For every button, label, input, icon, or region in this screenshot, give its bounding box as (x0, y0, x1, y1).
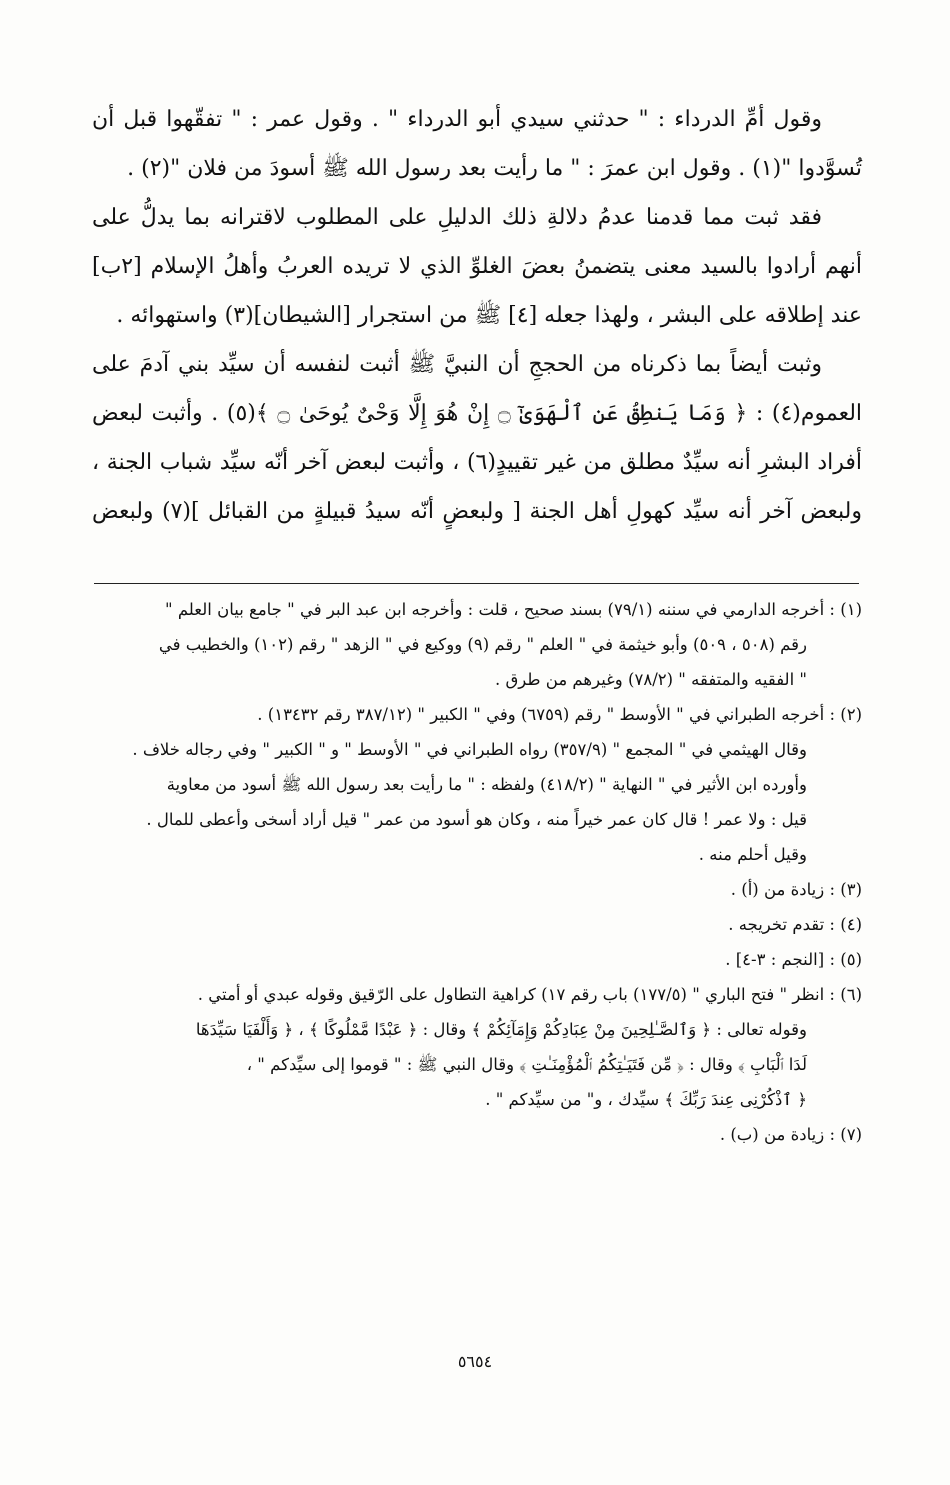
footnote-line: (٧) : زيادة من (ب) . (719, 1125, 862, 1144)
main-text (92, 95, 862, 536)
paragraph-2: فقد ثبت مما قدمنا عدمُ دلالةِ ذلك الدليلِ على المطلوب لاقترانه بما يدلُّ على أنهم أرادوا بالسيد معنى يتضمنُ بعضَ الغلوِّ الذي لا تريده العربُ وأهلُ الإسلام [٢ب] عند إطلاقه على البشر ، ولهذا جعله [٤] ﷺ من استجرار [الشيطان](٣) واستهوائه . (92, 205, 862, 328)
footnote-line: لَدَا ٱلْبَابِ ﴾ وقال : ﴿ مِّن فَتَيَـٰتِكُمُ ٱلْمُؤْمِنَـٰتِ ﴾ وقال النبي ﷺ : " قوموا إلى سيِّدكم " ، (246, 1055, 807, 1074)
footnote-line: (١) : أخرجه الدارمي في سننه (٧٩/١) بسند صحيح ، قلت : وأخرجه ابن عبد البر في " جامع بيان العلم " (164, 600, 862, 619)
paragraph-1: وقول أمِّ الدرداء : " حدثني سيدي أبو الدرداء " . وقول عمر : " تفقّهوا قبل أن تُسوَّدوا "(١) . وقول ابن عمرَ : " ما رأيت بعد رسول الله ﷺ أسودَ من فلان "(٢) . (92, 107, 862, 181)
footnote-line: (٣) : زيادة من (أ) . (730, 880, 862, 899)
footnote-line: وقال الهيثمي في " المجمع " (٣٥٧/٩) رواه الطبراني في " الأوسط " و " الكبير " وفي رجاله خلاف . (132, 740, 807, 759)
footnotes (94, 592, 862, 1152)
footnote-line: وقوله تعالى : ﴿ وَٱلصَّـٰلِحِينَ مِنْ عِبَادِكُمْ وَإِمَآئِكُمْ ﴾ وقال : ﴿ عَبْدًا مَّمْلُوكًا ﴾ ، ﴿ وَأَلْفَيَا سَيِّدَهَا (195, 1020, 807, 1039)
footnote-separator (94, 583, 859, 584)
footnote-line: رقم (٥٠٨ ، ٥٠٩) وأبو خيثمة في " العلم " رقم (٩) ووكيع في " الزهد " رقم (١٠٢) والخطيب في (158, 635, 807, 654)
paragraph-3: وثبت أيضاً بما ذكرناه من الحججِ أن النبيَّ ﷺ أثبت لنفسه أن سيِّد بني آدمَ على العموم(٤) : ﴿ وَمَا يَنطِقُ عَنِ ٱلْهَوَىٰٓ ۝ إِنْ هُوَ إِلَّا وَحْىٌ يُوحَىٰ ۝ ﴾(٥) . وأثبت لبعض أفراد البشرِ أنه سيِّدٌ مطلق من غير تقييدٍ(٦) ، وأثبت لبعض آخر أنّه سيِّد شباب الجنة ، ولبعض آخر أنه سيِّد كهولِ أهل الجنة [ ولبعضٍ أنّه سيدُ قبيلةٍ من القبائل ](٧) ولبعض (92, 352, 863, 524)
footnote-line: وأورده ابن الأثير في " النهاية " (٤١٨/٢) ولفظه : " ما رأيت بعد رسول الله ﷺ أسود من معاوية (166, 775, 807, 794)
page-number: ٥٦٥٤ (457, 1352, 493, 1371)
footnote-line: (٤) : تقدم تخريجه . (728, 915, 862, 934)
footnote-line: " الفقيه والمتفقه " (٧٨/٢) وغيرهم من طرق . (495, 670, 807, 689)
footnote-line: (٢) : أخرجه الطبراني في " الأوسط " رقم (٦٧٥٩) وفي " الكبير " (٣٨٧/١٢ رقم ١٣٤٣٢) . (257, 705, 862, 724)
footnote-line: ﴿ ٱذْكُرْنِى عِندَ رَبِّكَ ﴾ سيِّدك ، و" من سيِّدكم " . (485, 1090, 807, 1109)
footnote-line: وقيل أحلم منه . (698, 845, 807, 864)
footnote-line: (٥) : [النجم : ٣-٤] . (725, 950, 862, 969)
footnote-line: قيل : ولا عمر ! قال كان عمر خيراً منه ، وكان هو أسود من عمر " قيل أراد أسخى وأعطى للمال . (146, 810, 807, 829)
footnote-line: (٦) : انظر " فتح الباري " (١٧٧/٥) باب رقم ١٧) كراهية التطاول على الرّقيق وقوله عبدي أو أمتي . (197, 985, 862, 1004)
